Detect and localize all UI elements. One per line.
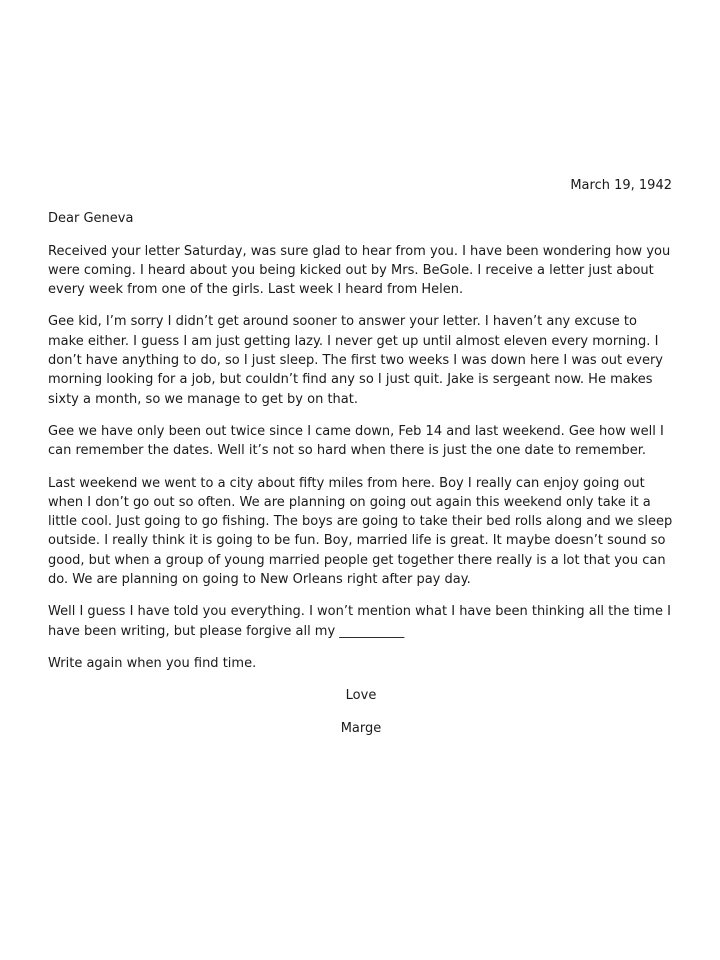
letter-paragraph: Last weekend we went to a city about fifty miles from here. Boy I really can enjoy going out when I don’t go out so often. We are planning on going out again this weekend only take it a little cool. Just going to go fishing. The boys are going to take their bed rolls along and we sleep outside. I really think it is going to be fun. Boy, married life is great. It maybe doesn’t sound so good, but when a group of young married people get together there really is a lot that you can do. We are planning on going to New Orleans right after pay day. [48, 475, 673, 588]
letter-paragraph: Well I guess I have told you everything. I won’t mention what I have been thinking all the time I have been writing, but please forgive all my __________ [48, 604, 671, 639]
letter-paragraph: Gee we have only been out twice since I came down, Feb 14 and last weekend. Gee how well I can remember the dates. Well it’s not so hard when there is just the one date to remember. [48, 423, 664, 459]
letter-salutation: Dear Geneva [48, 211, 134, 227]
letter-paragraph: Received your letter Saturday, was sure glad to hear from you. I have been wondering how you were coming. I heard about you being kicked out by Mrs. BeGole. I receive a letter just about every week from one of the girls. Last week I heard from Helen. [48, 243, 671, 298]
letter-paragraph: Gee kid, I’m sorry I didn’t get around sooner to answer your letter. I haven’t any excuse to make either. I guess I am just getting lazy. I never get up until almost eleven every morning. I don’t have anything to do, so I just sleep. The first two weeks I was down here I was out every morning looking for a job, but couldn’t find any so I just quit. Jake is sergeant now. He makes sixty a month, so we manage to get by on that. [48, 314, 663, 407]
letter-date: March 19, 1942 [570, 178, 672, 193]
letter-body [48, 176, 674, 738]
letter-closing: Love [345, 688, 377, 704]
letter-signature: Marge [340, 720, 382, 736]
letter-paragraph: Write again when you find time. [48, 655, 257, 671]
